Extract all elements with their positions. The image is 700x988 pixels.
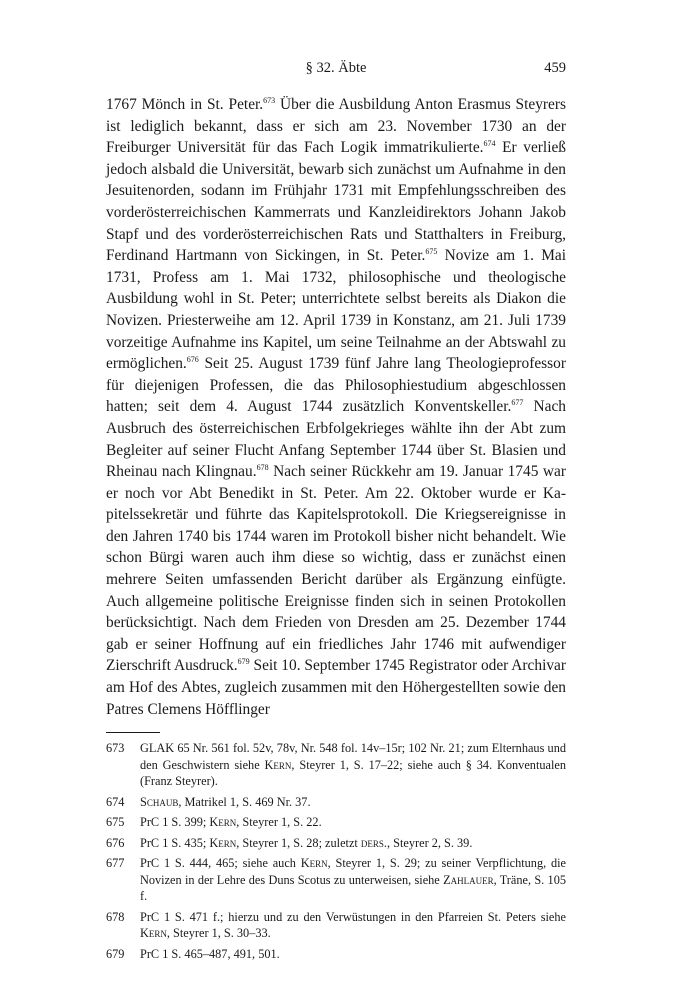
footnote-reference-678[interactable]: 678: [256, 462, 269, 472]
author-name: Kern: [209, 835, 237, 850]
footnote-number: 676: [106, 835, 125, 850]
footnote-text: , Matrikel 1, S. 469 Nr. 37.: [178, 794, 311, 809]
footnote-number: 679: [106, 946, 125, 961]
footnote-text: , Steyrer 1, S. 17–22; siehe auch § 34. Konventualen (Franz Steyrer).: [140, 757, 566, 789]
body-text-segment: Seit 25. August 1739 fünf Jahre lang Theologieprofessor für diejenigen Professen, die das Philosophiestudium abgeschlossen hatten; seit dem 4. August 1744 zusätzlich Konventskeller.: [106, 355, 566, 416]
footnote-text: , Steyrer 1, S. 28; zuletzt: [236, 835, 361, 850]
footnote-reference-674[interactable]: 674: [483, 139, 496, 149]
footnote-text: , Steyrer 2, S. 39.: [387, 835, 473, 850]
footnote-674: [106, 794, 566, 811]
author-name: Kern: [300, 856, 328, 871]
footnote-679: [106, 946, 566, 963]
footnote-673: [106, 740, 566, 790]
footnote-text: PrC 1 S. 471 f.; hierzu und zu den Verwüstungen in den Pfarreien St. Peters siehe: [140, 909, 566, 924]
footnote-reference-677[interactable]: 677: [511, 398, 524, 408]
footnote-text: , Träne, S. 105 f.: [140, 872, 566, 904]
footnote-number: 677: [106, 856, 125, 871]
main-text: [106, 94, 566, 720]
footnote-text: , Steyrer 1, S. 30–33.: [166, 926, 271, 941]
running-head: [106, 60, 566, 82]
body-text-segment: Nach Ausbruch des österreichischen Erbfolgekrieges wählte ihn der Abt zum Begleiter auf seiner Flucht Anfang September 1744 über St. Blasien und Rheinau nach Klingnau.: [106, 398, 566, 481]
section-title: § 32. Äbte: [305, 60, 367, 76]
author-name: ders.: [360, 835, 387, 850]
footnotes-section: [106, 740, 566, 962]
footnote-reference-679[interactable]: 679: [237, 657, 250, 667]
footnote-676: [106, 835, 566, 852]
body-text-segment: Über die Ausbildung Anton Erasmus Steyrers ist lediglich bekannt, dass er sich am 23. November 1730 an der Freiburger Universität für das Fach Logik immatrikulierte.: [106, 96, 566, 157]
body-text-segment: 1767 Mönch in St. Peter.: [106, 96, 264, 113]
author-name: Kern: [264, 757, 292, 772]
author-name: Kern: [140, 926, 167, 941]
footnote-text: PrC 1 S. 465–487, 491, 501.: [140, 946, 280, 961]
body-text-segment: Seit 10. September 1745 Registrator oder Archivar am Hof des Abtes, zugleich zusammen mit den Höhergestellten sowie den Patres Clemens Höfflinger: [106, 657, 566, 718]
author-name: Zahlauer: [443, 872, 494, 887]
footnote-678: [106, 909, 566, 942]
footnote-text: , Steyrer 1, S. 22.: [236, 815, 322, 830]
footnote-reference-676[interactable]: 676: [186, 355, 199, 364]
body-text-segment: Er verließ jedoch alsbald die Universität, bewarb sich zunächst um Aufnahme in den Jesuitenorden, sodann im Frühjahr 1731 mit Empfehlungsschreiben des vorderösterreichischen Kammerrats und Kanzleidirektors Johann Jakob Stapf und des vorderösterreichischen Rats und Statthalters in Freiburg, Ferdinand Hartmann von Sickingen, in St. Peter.: [106, 139, 566, 265]
footnote-text: PrC 1 S. 444, 465; siehe auch: [140, 856, 301, 871]
footnote-number: 674: [106, 794, 125, 809]
author-name: Schaub: [140, 794, 179, 809]
footnote-divider: [106, 732, 160, 733]
book-page: [106, 60, 566, 966]
footnote-text: PrC 1 S. 435;: [140, 835, 210, 850]
footnote-reference-675[interactable]: 675: [425, 247, 438, 257]
footnote-text: PrC 1 S. 399;: [140, 815, 210, 830]
page-number: 459: [544, 60, 566, 76]
footnote-number: 675: [106, 815, 125, 830]
author-name: Kern: [209, 815, 237, 830]
footnote-text: , Steyrer 1, S. 29; zu seiner Verpflichtung, die Novizen in der Lehre des Duns Scotus zu unterweisen, siehe: [140, 856, 567, 887]
footnote-number: 673: [106, 741, 125, 756]
footnote-677: [106, 855, 566, 905]
body-text-segment: Nach seiner Rückkehr am 19. Januar 1745 war er noch vor Abt Benedikt in St. Peter. Am 22. Oktober wurde er Kapitelssekretär und führte das Kapitelsprotokoll. Die Kriegsereignisse in den Jahren 1740 bis 1744 waren im Protokoll bisher nicht behandelt. Wie schon Bürgi waren auch ihm diese so wichtig, dass er zunächst einen mehrere Seiten umfassenden Bericht darüber als Ergänzung einfügte. Auch allgemeine politische Ereignisse finden sich in seinen Protokollen berücksichtigt. Nach dem Frieden von Dresden am 25. Dezember 1744 gab er seiner Hoffnung auf ein friedliches Jahr 1746 mit aufwendiger Zierschrift Ausdruck.: [106, 463, 566, 675]
footnote-number: 678: [106, 909, 125, 924]
body-text-segment: Novize am 1. Mai 1731, Profess am 1. Mai 1732, philosophische und theologische Ausbildung wohl in St. Peter; unterrichtete selbst bereits als Diakon die Novizen. Priesterweihe am 12. April 1739 in Konstanz, am 21. Juli 1739 vorzeitige Aufnahme ins Kapitel, um seine Teilnahme an der Abtswahl zu ermöglichen.: [106, 247, 566, 373]
footnote-text: GLAK 65 Nr. 561 fol. 52v, 78v, Nr. 548 fol. 14v–15r; 102 Nr. 21; zum Elternhaus und den Geschwistern siehe: [140, 741, 566, 772]
footnote-675: [106, 814, 566, 831]
body-paragraph: [106, 94, 566, 720]
footnote-reference-673[interactable]: 673: [263, 95, 276, 105]
